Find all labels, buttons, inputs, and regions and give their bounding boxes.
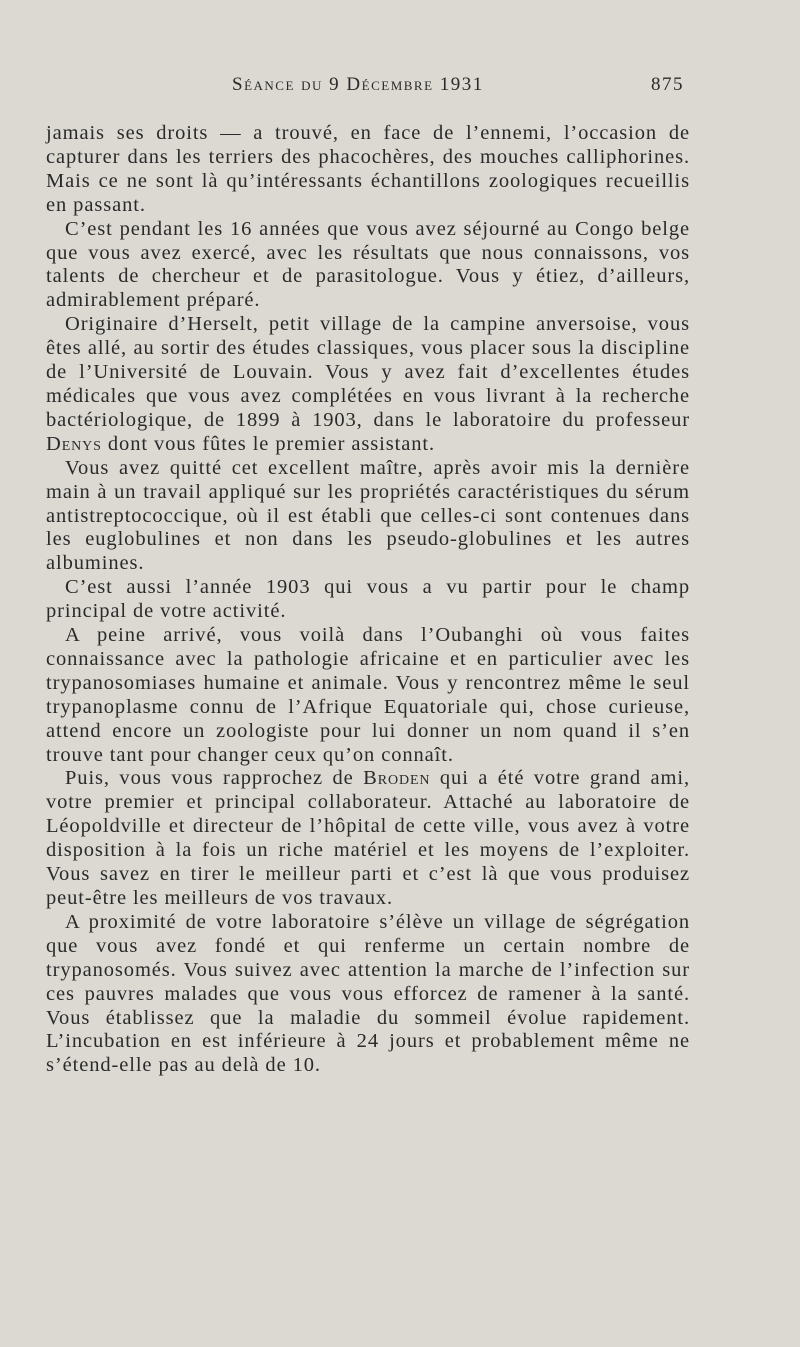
paragraph xyxy=(46,313,690,456)
paragraph-text: Originaire d’Herselt, petit village de la campine anversoise, vous êtes allé, au sortir des études classiques, vous placer sous la discipline de l’Université de Louvain. Vous y avez fait d’excellentes études médicales que vous avez complétées en vous livrant à la recherche bactériologique, de 1899 à 1903, dans le laboratoire du professeur xyxy=(46,313,690,431)
paragraph: C’est pendant les 16 années que vous avez séjourné au Congo belge que vous avez exercé, avec les résultats que nous connaissons, vos talents de chercheur et de parasitologue. Vous y étiez, d’ailleurs, admirablement préparé. xyxy=(46,217,690,312)
paragraph: jamais ses droits — a trouvé, en face de l’ennemi, l’occasion de capturer dans les terriers des phacochères, des mouches calliphorines. Mais ce ne sont là qu’intéressants échantillons zoologiques recueillis en passant. xyxy=(46,122,690,216)
paragraph: A peine arrivé, vous voilà dans l’Oubanghi où vous faites connaissance avec la pathologie africaine et en particulier avec les trypanosomiases humaine et animale. Vous y rencontrez même le seul trypanoplasme connu de l’Afrique Equatoriale qui, chose curieuse, attend encore un zoologiste pour lui donner un nom quand il s’en trouve tant pour changer ceux qu’on connaît. xyxy=(46,624,690,766)
person-name: Broden xyxy=(363,767,431,790)
paragraph: Vous avez quitté cet excellent maître, après avoir mis la dernière main à un travail appliqué sur les propriétés caractéristiques du sérum antistreptococcique, où il est établi que celles-ci sont contenues dans les euglobulines et non dans les pseudo-globulines et les autres albumines. xyxy=(46,456,690,575)
paragraph: C’est aussi l’année 1903 qui vous a vu partir pour le champ principal de votre activité. xyxy=(46,576,690,623)
paragraph-text: qui a été votre grand ami, votre premier et principal collaborateur. Attaché au laboratoire de Léopoldville et directeur de l’hôpital de cette ville, vous avez à votre disposition à la fois un riche matériel et les moyens de l’exploiter. Vous savez en tirer le meilleur parti et c’est là que vous produisez peut-être les meilleurs de vos travaux. xyxy=(46,767,690,909)
paragraph: A proximité de votre laboratoire s’élève un village de ségrégation que vous avez fondé et qui renferme un certain nombre de trypanosomés. Vous suivez avec attention la marche de l’infection sur ces pauvres malades que vous vous efforcez de ramener à la santé. Vous établissez que la maladie du sommeil évolue rapidement. L’incubation en est inférieure à 24 jours et probablement même ne s’étend-elle pas au delà de 10. xyxy=(46,910,690,1077)
page-number: 875 xyxy=(651,74,684,95)
person-name: Denys xyxy=(46,432,102,455)
paragraph-text: dont vous fûtes le premier assistant. xyxy=(101,432,435,455)
paragraph-text: Puis, vous vous rapprochez de xyxy=(65,767,364,790)
paragraph xyxy=(46,767,690,910)
running-title: Séance du 9 Décembre 1931 xyxy=(232,74,484,95)
body-text xyxy=(46,122,690,1078)
